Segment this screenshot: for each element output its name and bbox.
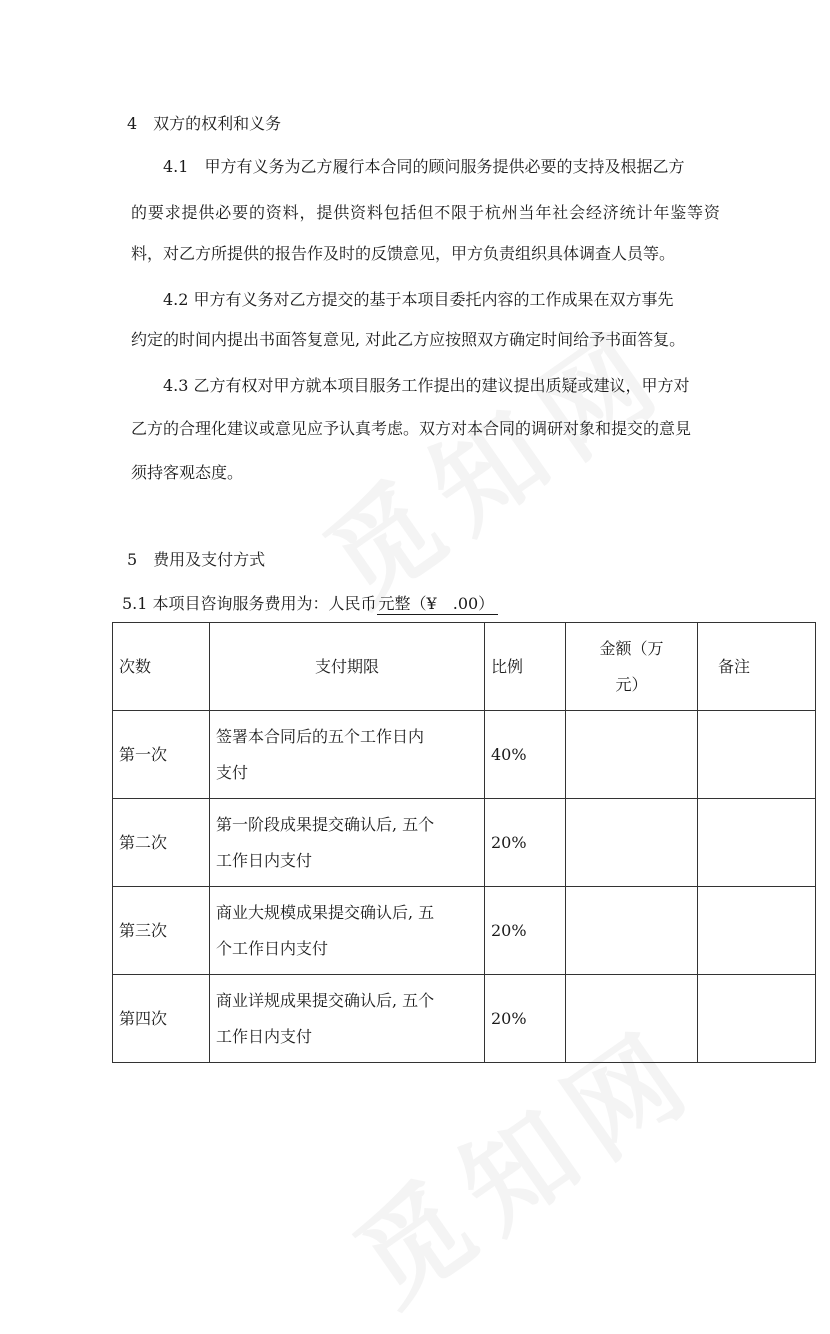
paragraph-4-1-line: 的要求提供必要的资料，提供资料包括但不限于杭州当年社会经济统计年鉴等资 xyxy=(131,203,721,222)
table-row xyxy=(113,887,816,975)
header-times: 次数 xyxy=(113,623,210,711)
cell-amount xyxy=(566,711,698,799)
table-row xyxy=(113,799,816,887)
cell-note xyxy=(698,887,816,975)
cell-note xyxy=(698,711,816,799)
header-ratio: 比例 xyxy=(485,623,566,711)
payment-table xyxy=(112,622,816,1063)
cell-ratio: 20% xyxy=(485,975,566,1063)
cell-ratio: 20% xyxy=(485,799,566,887)
cell-term-line: 商业大规模成果提交确认后, 五 xyxy=(216,902,435,922)
cell-term-line: 支付 xyxy=(216,762,249,782)
section-4-heading: 4 双方的权利和义务 xyxy=(127,114,282,133)
paragraph-4-1-line: 料，对乙方所提供的报告作及时的反馈意见，甲方负责组织具体调查人员等。 xyxy=(131,244,676,263)
cell-amount xyxy=(566,887,698,975)
cell-times: 第二次 xyxy=(113,799,210,887)
header-amount-line: 金额（万 xyxy=(599,638,664,658)
header-term: 支付期限 xyxy=(210,623,485,711)
cell-term xyxy=(210,887,485,975)
paragraph-4-3-line: 须持客观态度。 xyxy=(131,463,244,482)
cell-ratio: 40% xyxy=(485,711,566,799)
cell-term xyxy=(210,711,485,799)
cell-times: 第一次 xyxy=(113,711,210,799)
header-note: 备注 xyxy=(698,623,816,711)
cell-ratio: 20% xyxy=(485,887,566,975)
table-row xyxy=(113,975,816,1063)
header-amount-line: 元） xyxy=(615,674,648,694)
cell-term-line: 工作日内支付 xyxy=(216,850,313,870)
fee-prefix: 5.1 本项目咨询服务费用为：人民币 xyxy=(122,594,377,613)
cell-times: 第四次 xyxy=(113,975,210,1063)
cell-term-line: 签署本合同后的五个工作日内 xyxy=(216,726,425,746)
cell-term-line: 工作日内支付 xyxy=(216,1026,313,1046)
cell-term xyxy=(210,975,485,1063)
paragraph-4-3-line: 乙方的合理化建议或意见应予认真考虑。双方对本合同的调研对象和提交的意見 xyxy=(131,419,692,438)
paragraph-4-3-line: 4.3 乙方有权对甲方就本项目服务工作提出的建议提出质疑或建议，甲方对 xyxy=(163,376,690,395)
paragraph-4-1-line: 4.1 甲方有义务为乙方履行本合同的顾问服务提供必要的支持及根据乙方 xyxy=(163,157,685,176)
table-row xyxy=(113,711,816,799)
cell-amount xyxy=(566,975,698,1063)
fee-statement xyxy=(122,594,498,614)
fee-amount-blank: 元整（¥ .00） xyxy=(377,594,499,615)
cell-note xyxy=(698,975,816,1063)
cell-note xyxy=(698,799,816,887)
cell-term-line: 第一阶段成果提交确认后, 五个 xyxy=(216,814,435,834)
cell-times: 第三次 xyxy=(113,887,210,975)
cell-amount xyxy=(566,799,698,887)
table-header-row xyxy=(113,623,816,711)
paragraph-4-2-line: 约定的时间内提出书面答复意见, 对此乙方应按照双方确定时间给予书面答复。 xyxy=(131,330,686,349)
cell-term-line: 商业详规成果提交确认后, 五个 xyxy=(216,990,435,1010)
cell-term xyxy=(210,799,485,887)
cell-term-line: 个工作日内支付 xyxy=(216,938,329,958)
header-amount xyxy=(566,623,698,711)
section-5-heading: 5 费用及支付方式 xyxy=(127,550,266,569)
paragraph-4-2-line: 4.2 甲方有义务对乙方提交的基于本项目委托内容的工作成果在双方事先 xyxy=(163,290,674,309)
